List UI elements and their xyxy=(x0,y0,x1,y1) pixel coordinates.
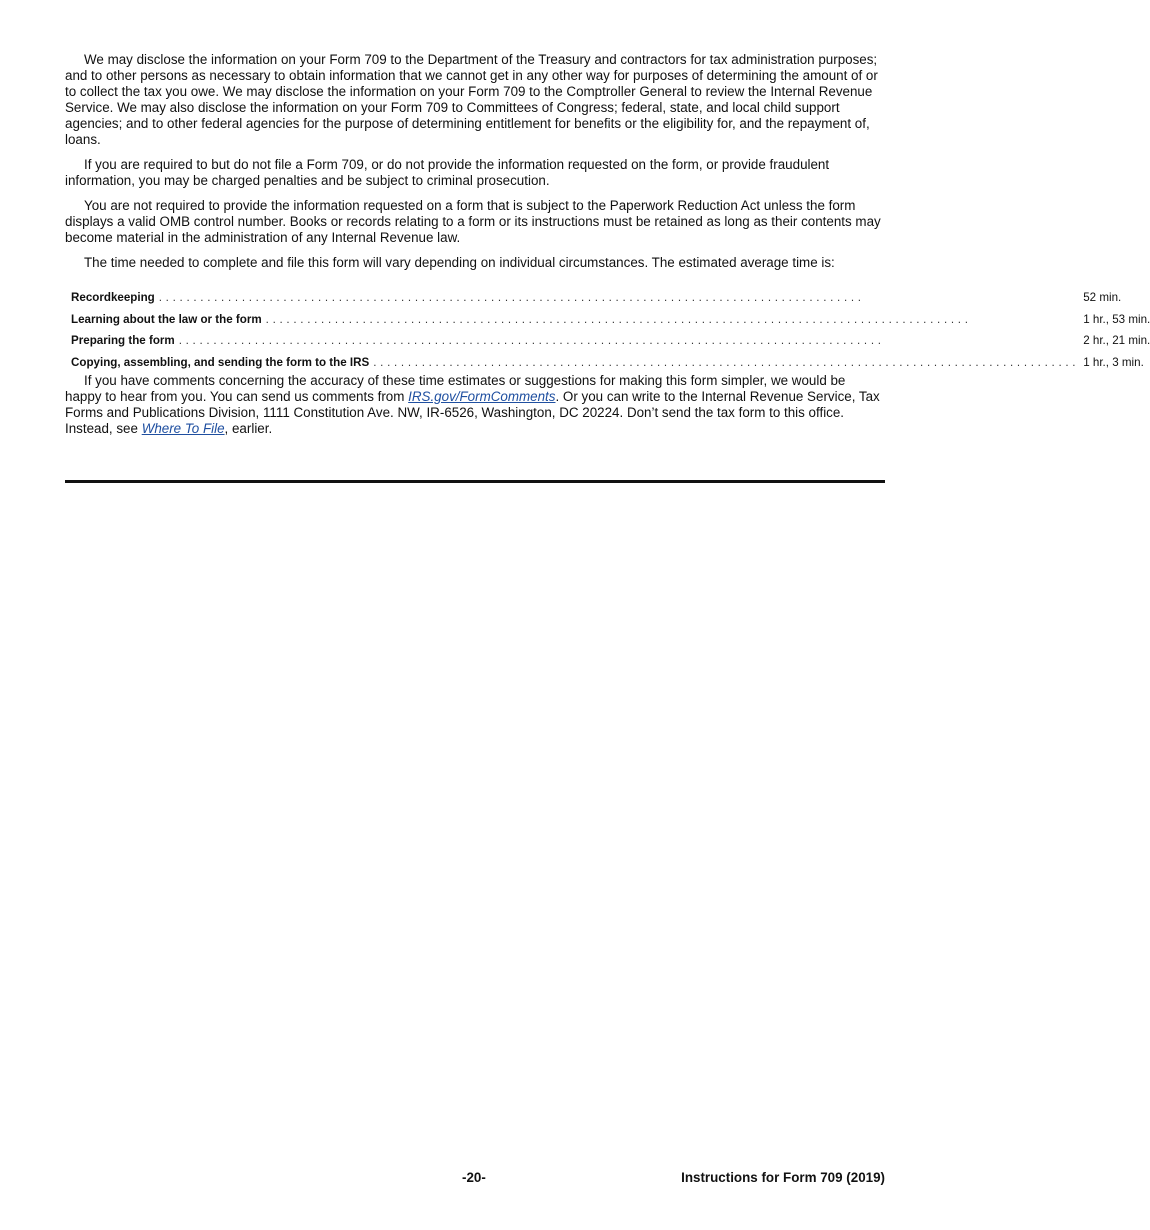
page-number: -20- xyxy=(462,1170,486,1185)
time-value: 52 min. xyxy=(1083,291,1122,305)
penalty-paragraph: If you are required to but do not file a Form 709, or do not provide the information requested on the form, or provide fraudulent information, you may be charged penalties and be subject to criminal prosecution. xyxy=(65,157,830,188)
page-footer xyxy=(65,1170,885,1186)
time-value: 1 hr., 3 min. xyxy=(1083,355,1144,369)
where-to-file-link[interactable]: Where To File xyxy=(141,421,225,436)
paperwork-paragraph: You are not required to provide the information requested on a form that is subject to the Paperwork Reduction Act unless the form displays a valid OMB control number. Books or records relating to a form or its instructions must be retained as long as their contents may become material in the administration of any Internal Revenue law. xyxy=(65,198,881,245)
time-row-preparing xyxy=(71,330,1150,352)
time-label: Copying, assembling, and sending the form to the IRS xyxy=(71,356,373,369)
time-value: 2 hr., 21 min. xyxy=(1083,334,1150,348)
time-row-recordkeeping xyxy=(71,287,1150,309)
section-divider xyxy=(65,480,885,483)
document-title: Instructions for Form 709 (2019) xyxy=(681,1170,885,1185)
comments-paragraph: If you have comments concerning the accuracy of these time estimates or suggestions for making this form simpler, we would be happy to hear from you. You can send us comments from IRS.gov/FormComments. Or you can write to the Internal Revenue Service, Tax Forms and Publications Division, 1111 Constitution Ave. NW, IR-6526, Washington, DC 20224. Don’t send the tax form to this office. Instead, see Where To File, earlier. xyxy=(65,373,880,436)
dot-leader: ...................................................................................................... xyxy=(373,355,1080,369)
time-label: Recordkeeping xyxy=(71,291,159,304)
time-intro-paragraph: The time needed to complete and file this form will vary depending on individual circumstances. The estimated average time is: xyxy=(84,255,835,270)
time-estimates-table xyxy=(71,287,1150,373)
dot-leader: ...................................................................................................... xyxy=(265,312,972,326)
time-row-copying xyxy=(71,352,1150,374)
dot-leader: ...................................................................................................... xyxy=(158,291,865,305)
form-comments-link[interactable]: IRS.gov/FormComments xyxy=(408,389,556,404)
time-label: Learning about the law or the form xyxy=(71,313,266,326)
dot-leader: ...................................................................................................... xyxy=(178,334,885,348)
disclosure-paragraph: We may disclose the information on your Form 709 to the Department of the Treasury and contractors for tax administration purposes; and to other persons as necessary to obtain information that we cannot get in any other way for purposes of determining the amount of or to collect the tax you owe. We may disclose the information on your Form 709 to the Comptroller General to review the Internal Revenue Service. We may also disclose the information on your Form 709 to Committees of Congress; federal, state, and local child support agencies; and to other federal agencies for the purpose of determining entitlement for benefits or the eligibility for, and the repayment of, loans. xyxy=(65,52,878,147)
time-row-learning xyxy=(71,309,1150,331)
time-value: 1 hr., 53 min. xyxy=(1083,312,1150,326)
time-label: Preparing the form xyxy=(71,334,179,347)
document-body xyxy=(65,52,1150,446)
